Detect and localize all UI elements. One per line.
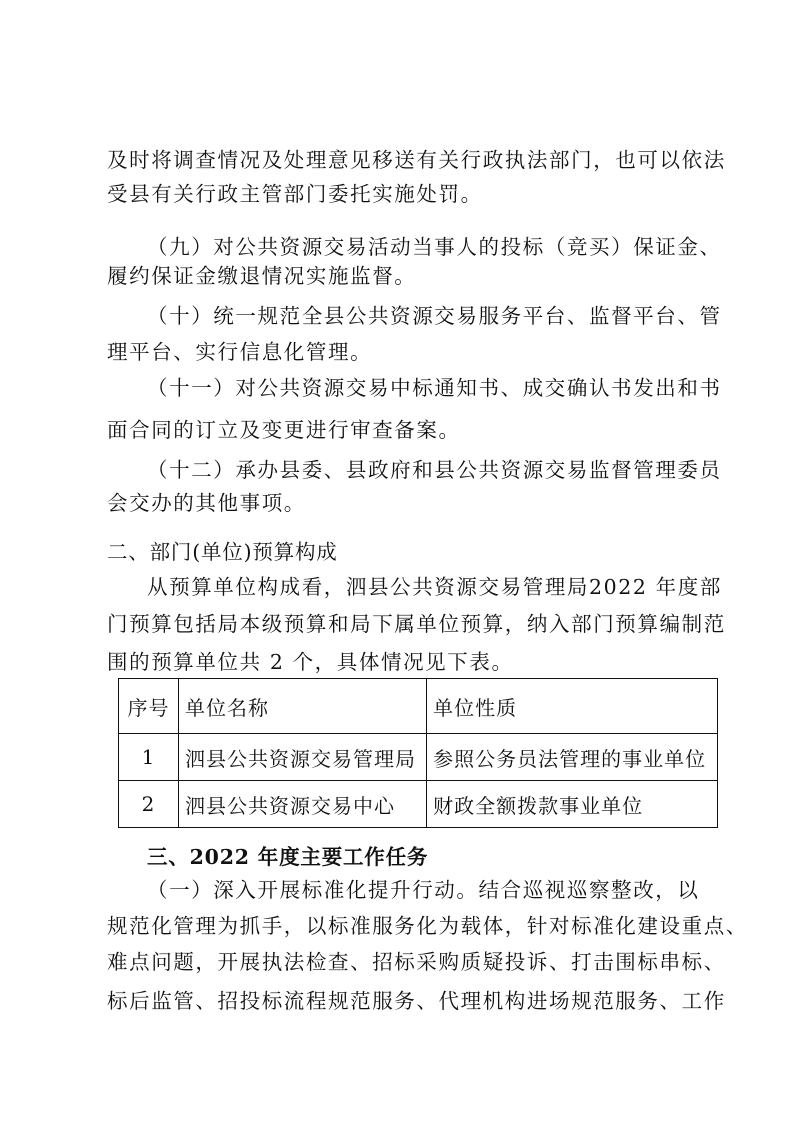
column-header-unit-type: 单位性质 [427,679,718,734]
table-cell-unit-type: 参照公务员法管理的事业单位 [427,734,718,781]
table-header-row [119,679,718,734]
section-heading: 二、部门(单位)预算构成 [107,540,338,564]
body-line: （十一）对公共资源交易中标通知书、成交确认书发出和书 [147,376,722,400]
table-row [119,781,718,828]
body-line: 规范化管理为抓手，以标准服务化为载体，针对标准化建设重点、 [107,914,748,938]
body-line: 会交办的其他事项。 [107,491,306,515]
body-line: （十二）承办县委、县政府和县公共资源交易监督管理委员 [147,458,722,482]
body-line: 履约保证金缴退情况实施监督。 [107,264,417,288]
table-cell-seq: 1 [119,734,179,781]
table-cell-unit-name: 泗县公共资源交易管理局 [179,734,427,781]
body-line: （一）深入开展标准化提升行动。结合巡视巡察整改，以 [147,878,700,902]
column-header-seq: 序号 [119,679,179,734]
table-cell-unit-name: 泗县公共资源交易中心 [179,781,427,828]
section-heading: 三、2022 年度主要工作任务 [147,845,429,869]
body-line: 标后监管、招投标流程规范服务、代理机构进场规范服务、工作 [107,989,726,1013]
body-line: 门预算包括局本级预算和局下属单位预算，纳入部门预算编制范 [107,612,726,636]
body-line: 面合同的订立及变更进行审查备案。 [107,418,461,442]
column-header-unit-name: 单位名称 [179,679,427,734]
body-line: （十）统一规范全县公共资源交易服务平台、监督平台、管 [147,304,722,328]
body-line: 从预算单位构成看，泗县公共资源交易管理局2022 年度部 [147,575,722,599]
body-line: 理平台、实行信息化管理。 [107,340,373,364]
body-line: 受县有关行政主管部门委托实施处罚。 [107,182,483,206]
body-line: （九）对公共资源交易活动当事人的投标（竞买）保证金、 [147,235,722,259]
budget-units-table [118,678,718,828]
table-cell-unit-type: 财政全额拨款事业单位 [427,781,718,828]
body-line: 及时将调查情况及处理意见移送有关行政执法部门，也可以依法 [107,148,726,172]
table-row [119,734,718,781]
body-line: 难点问题，开展执法检查、招标采购质疑投诉、打击围标串标、 [107,950,726,974]
body-line: 围的预算单位共 2 个，具体情况见下表。 [107,650,514,674]
table-cell-seq: 2 [119,781,179,828]
